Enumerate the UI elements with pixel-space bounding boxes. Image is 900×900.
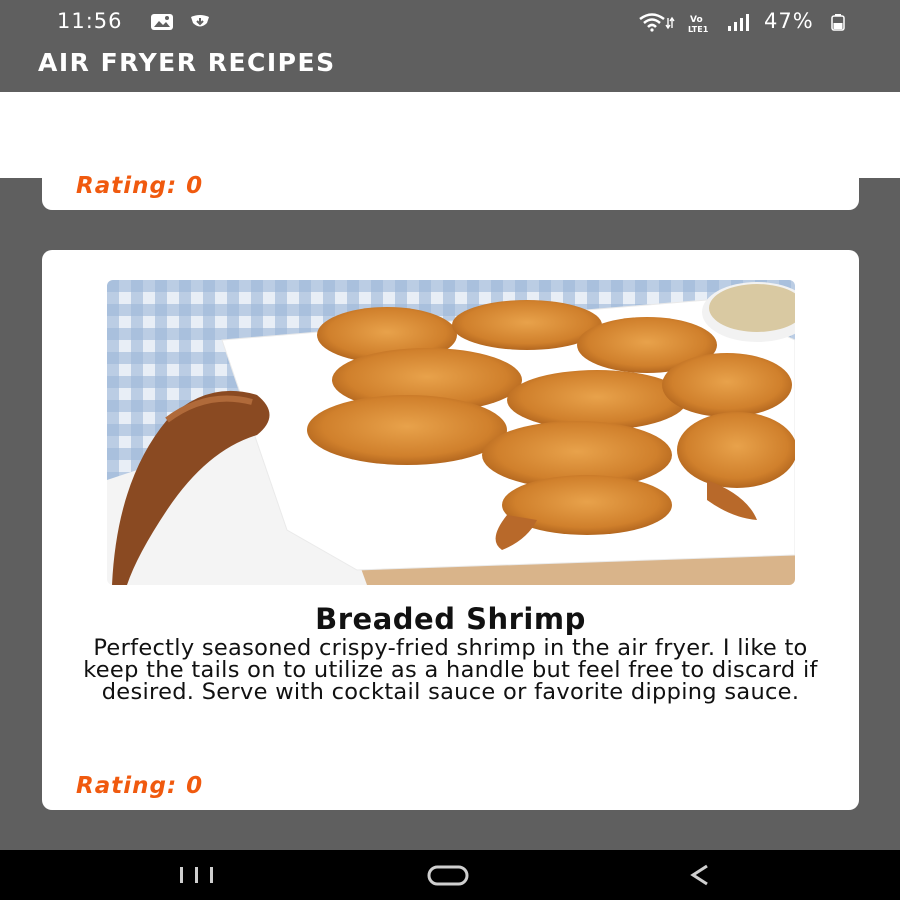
recipe-description: Perfectly seasoned crispy-fried shrimp in the air fryer. I like to keep the tails on to utilize as a handle but feel free to discard if desired. Serve with cocktail sauce or favorite dipping sauce. [83, 635, 818, 705]
gallery-icon [150, 13, 174, 31]
recipe-card[interactable] [42, 150, 859, 210]
recipe-rating: Rating: 0 [76, 173, 204, 199]
breaded-shrimp-photo [107, 280, 795, 585]
navigation-bar [0, 850, 900, 900]
volte-icon [686, 12, 720, 34]
app-bar [0, 42, 900, 92]
wifi-icon [638, 12, 676, 32]
recent-apps-icon[interactable] [176, 862, 218, 888]
recipe-image [107, 280, 795, 585]
app-title: AIR FRYER RECIPES [38, 48, 336, 77]
battery-percent: 47% [764, 9, 814, 33]
svg-text:Vo: Vo [690, 15, 703, 25]
svg-text:LTE1: LTE1 [688, 25, 709, 34]
status-bar [0, 0, 900, 42]
back-icon[interactable] [685, 862, 715, 888]
signal-icon [726, 12, 752, 32]
status-time: 11:56 [57, 9, 123, 33]
recipe-rating: Rating: 0 [76, 773, 204, 799]
download-icon [188, 13, 212, 31]
recipe-card[interactable] [42, 250, 859, 810]
home-icon[interactable] [425, 862, 471, 888]
recipe-title: Breaded Shrimp [315, 602, 586, 636]
battery-icon [829, 13, 847, 31]
